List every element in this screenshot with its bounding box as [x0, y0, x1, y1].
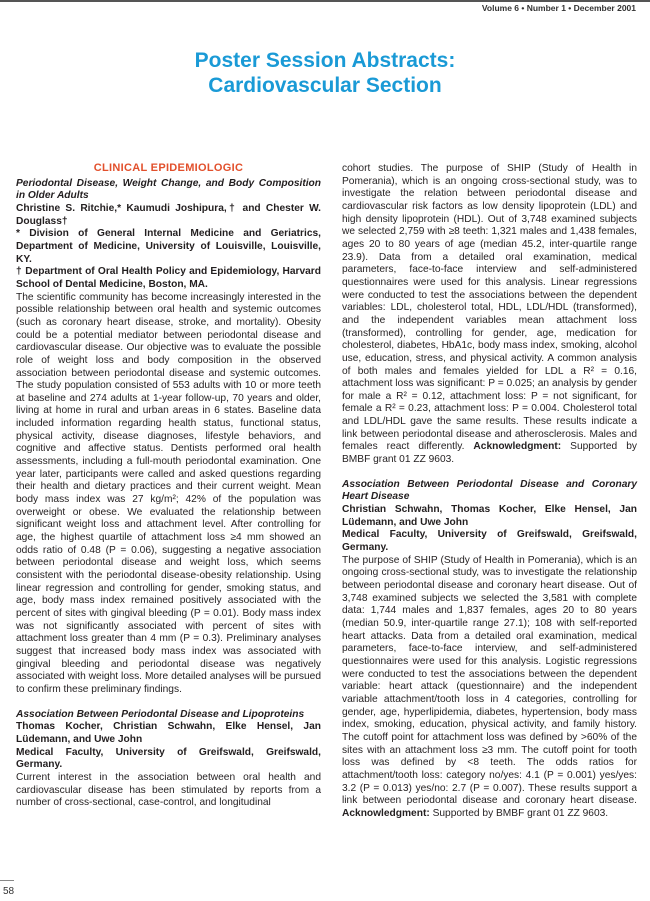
abstract-3-body-wrap [342, 555, 637, 821]
abstract-3-ack-text: Supported by BMBF grant 01 ZZ 9603. [432, 807, 609, 819]
abstract-2-authors: Thomas Kocher, Christian Schwahn, Elke Hensel, Jan Lüdemann, and Uwe John [16, 721, 321, 745]
abstract-1-body: The scientific community has become increasingly interested in the possible relationship between oral health and systemic outcomes (such as coronary heart disease, stroke, and mortality). Obesity could be a potential mediator between periodontal disease and cardiovascular disease. Our objective was to evaluate the possible role of weight loss and body composition in the observed association between periodontal disease and systemic outcomes. The study population consisted of 553 adults with 10 or more teeth at baseline and 274 adults at 1-year follow-up, 70 years and older, living at home in rural and urban areas in 6 states. Baseline data included information regarding health status, functional status, physical activity, disease diagnoses, lifestyle behaviors, and cognitive and affective status. Dentists performed oral health assessments, including a full-mouth periodontal examination. One year later, participants were called and asked questions regarding their health and dietary practices and their current weight. Mean body mass index was 27 kg/m²; 42% of the population was overweight or obese. We evaluated the relationship between significant weight loss and attachment level. After controlling for age, the highest quartile of attachment loss ≥4 mm showed an odds ratio of 0.48 (P = 0.06), suggesting a negative association between periodontal disease and weight loss, which seems consistent with the periodontal disease-obesity relationship. Using linear regression and controlling for gender, smoking status, and age, body mass index remained positively associated with the percent of sites with gingival bleeding (P = 0.01). Body mass index was not significantly associated with percent of sites with attachment loss greater than 4 mm (P = 0.3). Preliminary analyses suggest that increased body mass index was associated with gingival bleeding and periodontal disease was negatively associated with weight loss. More detailed analyses will be pursued to confirm these preliminary findings. [16, 291, 321, 695]
abstract-2-ack-text: Supported by BMBF grant 01 ZZ 9603. [342, 441, 637, 466]
abstract-1-affiliation-1: * Division of General Internal Medicine and Geriatrics, Department of Medicine, University of Louisville, Louisville, KY. [16, 228, 321, 265]
page-title-line2: Cardiovascular Section [208, 74, 442, 97]
abstract-2 [16, 709, 321, 810]
abstract-2-affiliation: Medical Faculty, University of Greifswald, Greifswald, Germany. [16, 746, 321, 771]
section-heading: CLINICAL EPIDEMIOLOGIC [93, 162, 244, 174]
abstract-1-authors: Christine S. Ritchie,* Kaumudi Joshipura,† and Chester W. Douglass† [16, 202, 321, 227]
abstract-2-body-continued [342, 163, 637, 467]
abstract-1-title: Periodontal Disease, Weight Change, and Body Composition in Older Adults [16, 177, 321, 202]
abstract-2-title: Association Between Periodontal Disease and Lipoproteins [16, 708, 305, 720]
right-column [342, 163, 637, 820]
abstract-2-continued [342, 163, 637, 467]
abstract-2-ack-label: Acknowledgment: [473, 441, 562, 453]
abstract-3-body: The purpose of SHIP (Study of Health in Pomerania), which is an ongoing cross-sectional study, was to investigate the relationship between periodontal disease and coronary heart disease. Out of 3,748 examined subjects we selected the 3,581 with complete data: 1,744 males and 1,837 females, ages 20 to 80 years (median 50.9, inter-quartile range 27.1); 108 with self-reported heart attacks. Data from a detailed oral examination, medical parameters, face-to-face interview, and self-administered questionnaires were used for this analysis. Logistic regressions were conducted to test the associations between the dependent variable: heart attack (questionnaire) and the independent variable attachment/tooth loss in 4 categories, controlling for gender, age, hyperlipidemia, diabetes, hypertension, body mass index, smoking, education, physical activity, and family history. The cutoff point for attachment loss was defined by >60% of the sites with an attachment loss ≥3 mm. The cutoff point for tooth loss was defined by <8 teeth. The odds ratios for attachment/tooth loss: category no/yes: 4.1 (P = 0.001) yes/yes: 3.2 (P = 0.013) yes/no: 2.7 (P = 0.007). These results support a link between periodontal disease and coronary heart disease. [342, 554, 637, 807]
abstract-3-affiliation: Medical Faculty, University of Greifswald, Greifswald, Germany. [342, 529, 637, 554]
abstract-1 [16, 178, 321, 697]
abstract-3-authors: Christian Schwahn, Thomas Kocher, Elke Hensel, Jan Lüdemann, and Uwe John [342, 504, 637, 528]
abstract-3-title: Association Between Periodontal Disease and Coronary Heart Disease [342, 478, 637, 503]
abstract-2-body-start: Current interest in the association between oral health and cardiovascular disease has been stimulated by reports from a number of cross-sectional, case-control, and longitudinal [16, 771, 321, 809]
issue-info: Volume 6 • Number 1 • December 2001 [481, 3, 636, 13]
abstract-3-ack-label: Acknowledgment: [342, 807, 430, 819]
page-title-line1: Poster Session Abstracts: [194, 49, 456, 72]
page-number: 58 [3, 886, 15, 897]
abstract-2-body-text: cohort studies. The purpose of SHIP (Study of Health in Pomerania), which is an ongoing cross-sectional study, was to investigate the relation between periodontal disease and cardiovascular risk factors as low density lipoprotein (LDL) and high density lipoprotein (HDL). Out of 3,748 examined subjects we selected 2,759 with ≥8 teeth: 1,321 males and 1,438 females, ages 20 to 80 years of age (median 45.2, inter-quartile range 23.9). Data from a detailed oral examination, medical parameters, face-to-face interview and self-administered questionnaires were used for this analysis. Linear regressions were conducted to test the associations between the dependent variables: LDL, cholesterol total, HDL, LDL/HDL (transformed), and the independent variables mean attachment loss (transformed), controlling for gender, age, medication for cholesterol, diabetes, HbA1c, body mass index, smoking, alcohol use, education, stress, and physical activity. A common analysis of both males and females yielded for LDL a R² = 0.16, attachment loss was significant: P = 0.025; an analysis by gender for male a R² = 0.12, attachment loss: P = not significant, for female a R² = 0.23, attachment loss: P = 0.004. Cholesterol total and LDL/HDL gave the same results. These results indicate a link between periodontal disease and atherosclerosis. Males and females react differently. [342, 163, 637, 453]
page-number-rule [0, 880, 14, 881]
left-column [16, 162, 321, 810]
top-rule [0, 0, 650, 2]
abstract-1-affiliation-2: † Department of Oral Health Policy and Epidemiology, Harvard School of Dental Medicine, Boston, MA. [16, 266, 321, 290]
abstract-3 [342, 479, 637, 821]
